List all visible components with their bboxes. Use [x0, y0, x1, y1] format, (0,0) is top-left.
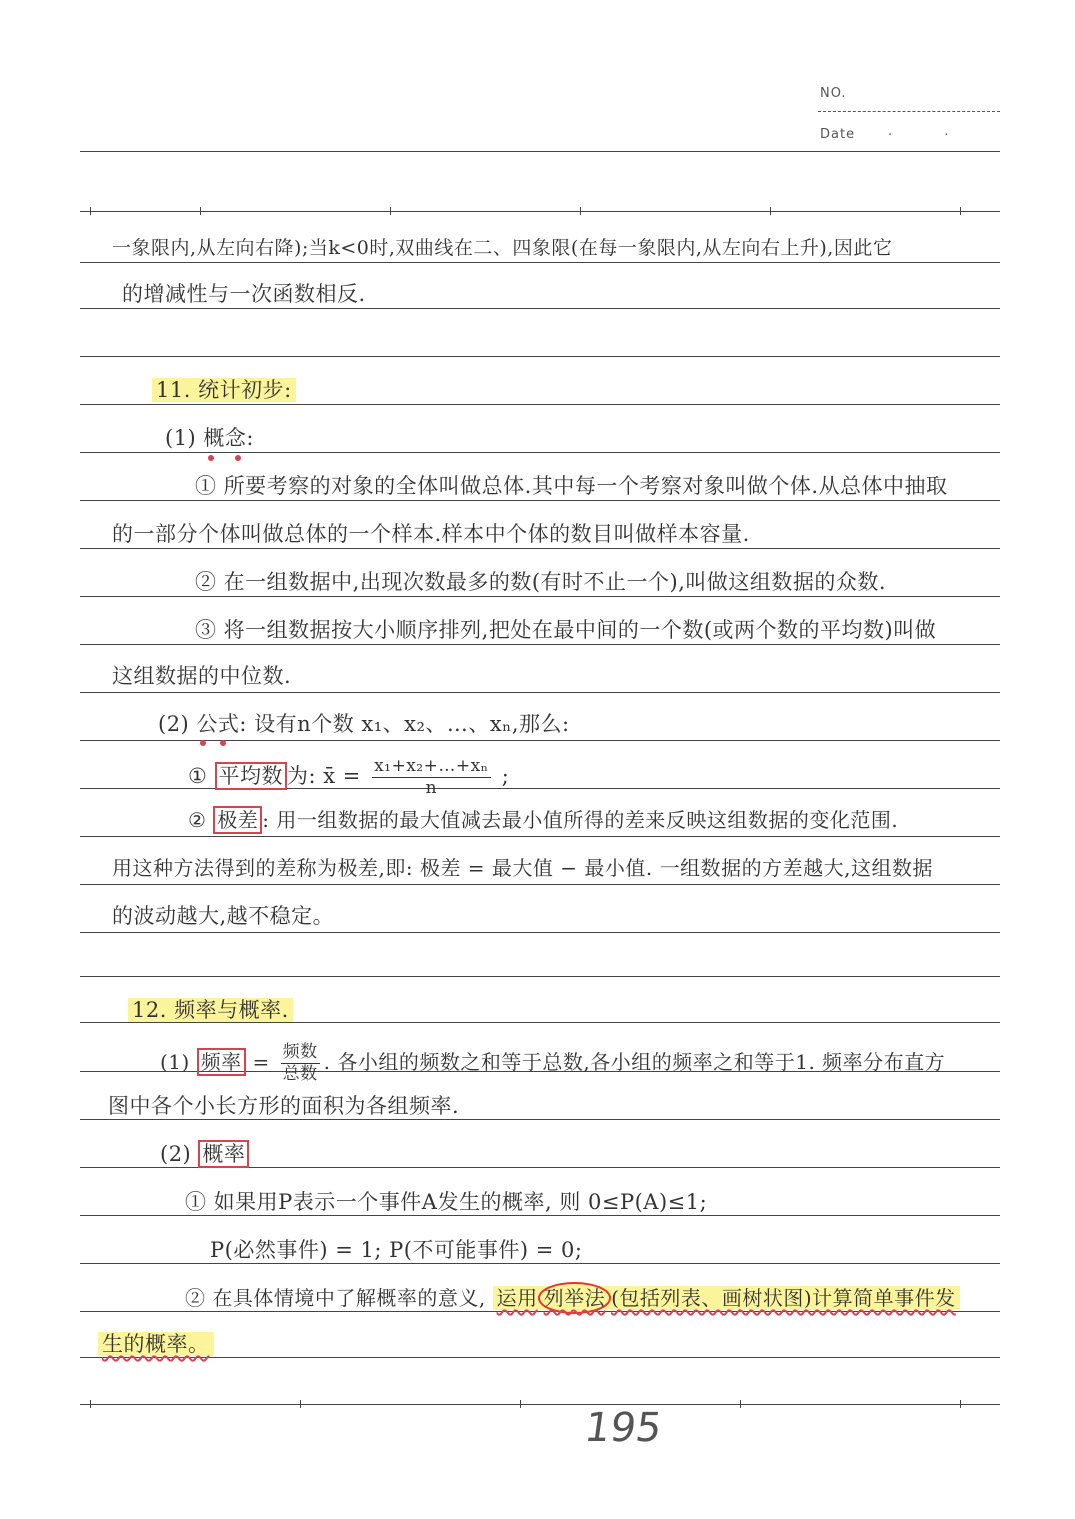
text-line: 的波动越大,越不稳定。	[112, 904, 335, 928]
fraction-numerator: x₁+x₂+…+xₙ	[374, 756, 489, 776]
range-rest: : 用一组数据的最大值减去最小值所得的差来反映这组数据的变化范围.	[262, 808, 899, 832]
subheading-probability	[160, 1140, 249, 1168]
ruler-tick	[580, 207, 581, 215]
enumeration-method-circle: 列举法	[538, 1282, 612, 1314]
item-prefix: ②	[188, 808, 214, 832]
ruled-line	[80, 836, 1000, 837]
date-label: Date	[820, 127, 856, 142]
highlighted-text: 生的概率。	[98, 1332, 214, 1356]
ruler-tick	[520, 1400, 521, 1408]
probability-term-box: 概率	[198, 1140, 249, 1168]
mean-end: ;	[501, 764, 510, 788]
text-line: ② 在一组数据中,出现次数最多的数(有时不止一个),叫做这组数据的众数.	[195, 570, 887, 594]
frequency-term-box: 频率	[197, 1048, 246, 1076]
subheading-formula	[158, 710, 570, 738]
ruled-line	[80, 596, 1000, 597]
mean-fraction	[372, 758, 490, 797]
ruler-tick	[740, 1400, 741, 1408]
item-prefix: (2)	[160, 1142, 199, 1166]
emphasis-dot	[235, 455, 241, 461]
ruled-line	[80, 404, 1000, 405]
ruled-line	[80, 644, 1000, 645]
text-line: 用这种方法得到的差称为极差,即: 极差 = 最大值 − 最小值. 一组数据的方差越大,这组数据	[112, 856, 933, 880]
highlight-part: (包括列表、画树状图)计算简单事件发	[611, 1286, 956, 1310]
ruled-line	[80, 740, 1000, 741]
ruler-tick	[960, 207, 961, 215]
emphasis-dot	[208, 455, 214, 461]
item-prefix: ①	[188, 764, 215, 788]
fraction-denominator: 总数	[282, 1064, 318, 1084]
highlight-part: 运用	[496, 1286, 538, 1310]
ruled-line	[80, 356, 1000, 357]
formula-mean	[188, 758, 509, 797]
section-heading-12	[128, 996, 293, 1024]
frequency-rest: . 各小组的频数之和等于总数,各小组的频率之和等于1. 频率分布直方	[323, 1050, 946, 1074]
frequency-line	[160, 1044, 945, 1083]
ruler-tick	[390, 207, 391, 215]
ruled-line	[80, 500, 1000, 501]
frequency-fraction	[281, 1044, 320, 1083]
ruler-tick	[90, 1400, 91, 1408]
fraction-numerator: 频数	[282, 1042, 318, 1062]
page-number: 195	[581, 1405, 665, 1451]
ruled-line	[80, 548, 1000, 549]
ruled-line	[80, 262, 1000, 263]
emphasis-dot	[220, 740, 226, 746]
ruled-line	[80, 452, 1000, 453]
subheading-prefix: (2)	[158, 712, 197, 736]
ruled-line	[80, 932, 1000, 933]
formula-range	[188, 806, 898, 834]
section-heading-11	[152, 376, 296, 404]
text-line: 的增减性与一次函数相反.	[122, 282, 366, 306]
ruled-line	[80, 308, 1000, 309]
subheading-concept: (1) 概念:	[165, 426, 254, 450]
range-term-box: 极差	[213, 806, 262, 834]
section-title: 11. 统计初步:	[152, 378, 296, 402]
ruled-line	[80, 692, 1000, 693]
ruler-tick	[200, 207, 201, 215]
text-line: 图中各个小长方形的面积为各组频率.	[108, 1094, 460, 1118]
ruler-tick	[770, 207, 771, 215]
text-line: P(必然事件) = 1; P(不可能事件) = 0;	[210, 1238, 583, 1262]
text-line: 一象限内,从左向右降);当k<0时,双曲线在二、四象限(在每一象限内,从左向右上升),因此它	[112, 237, 893, 259]
item-text: ② 在具体情境中了解概率的意义,	[185, 1286, 493, 1310]
ruled-line	[80, 1357, 1000, 1358]
mean-term-box: 平均数	[215, 762, 288, 790]
fraction-denominator: n	[425, 778, 438, 798]
subheading-rest: : 设有n个数 x₁、x₂、…、xₙ,那么:	[239, 712, 570, 736]
text-line: ① 如果用P表示一个事件A发生的概率, 则 0≤P(A)≤1;	[185, 1190, 708, 1214]
ruled-line	[80, 884, 1000, 885]
equals-sign: =	[245, 1050, 277, 1074]
highlighted-text	[493, 1286, 960, 1310]
ruled-line	[80, 1404, 1000, 1405]
header-dashed-rule	[818, 111, 1000, 112]
emphasis-dot	[200, 740, 206, 746]
ruled-line	[80, 151, 1000, 152]
ruler-tick	[300, 1400, 301, 1408]
item-prefix: (1)	[160, 1050, 197, 1074]
mean-eq: 为: x̄ =	[287, 764, 361, 788]
text-line: 的一部分个体叫做总体的一个样本.样本中个体的数目叫做样本容量.	[112, 522, 750, 546]
formula-word: 公式	[196, 712, 240, 736]
probability-meaning-line	[185, 1284, 960, 1312]
no-label: NO.	[820, 86, 847, 101]
ruler-tick	[960, 1400, 961, 1408]
ruled-line	[80, 976, 1000, 977]
section-title: 12. 频率与概率.	[128, 998, 293, 1022]
date-dots: . .	[888, 124, 973, 139]
text-line: 这组数据的中位数.	[112, 664, 292, 688]
text-line-end	[98, 1330, 214, 1358]
ruler-tick	[90, 207, 91, 215]
text-line: ① 所要考察的对象的全体叫做总体.其中每一个考察对象叫做个体.从总体中抽取	[195, 474, 948, 498]
ruled-line	[80, 211, 1000, 212]
text-line: ③ 将一组数据按大小顺序排列,把处在最中间的一个数(或两个数的平均数)叫做	[195, 618, 937, 642]
